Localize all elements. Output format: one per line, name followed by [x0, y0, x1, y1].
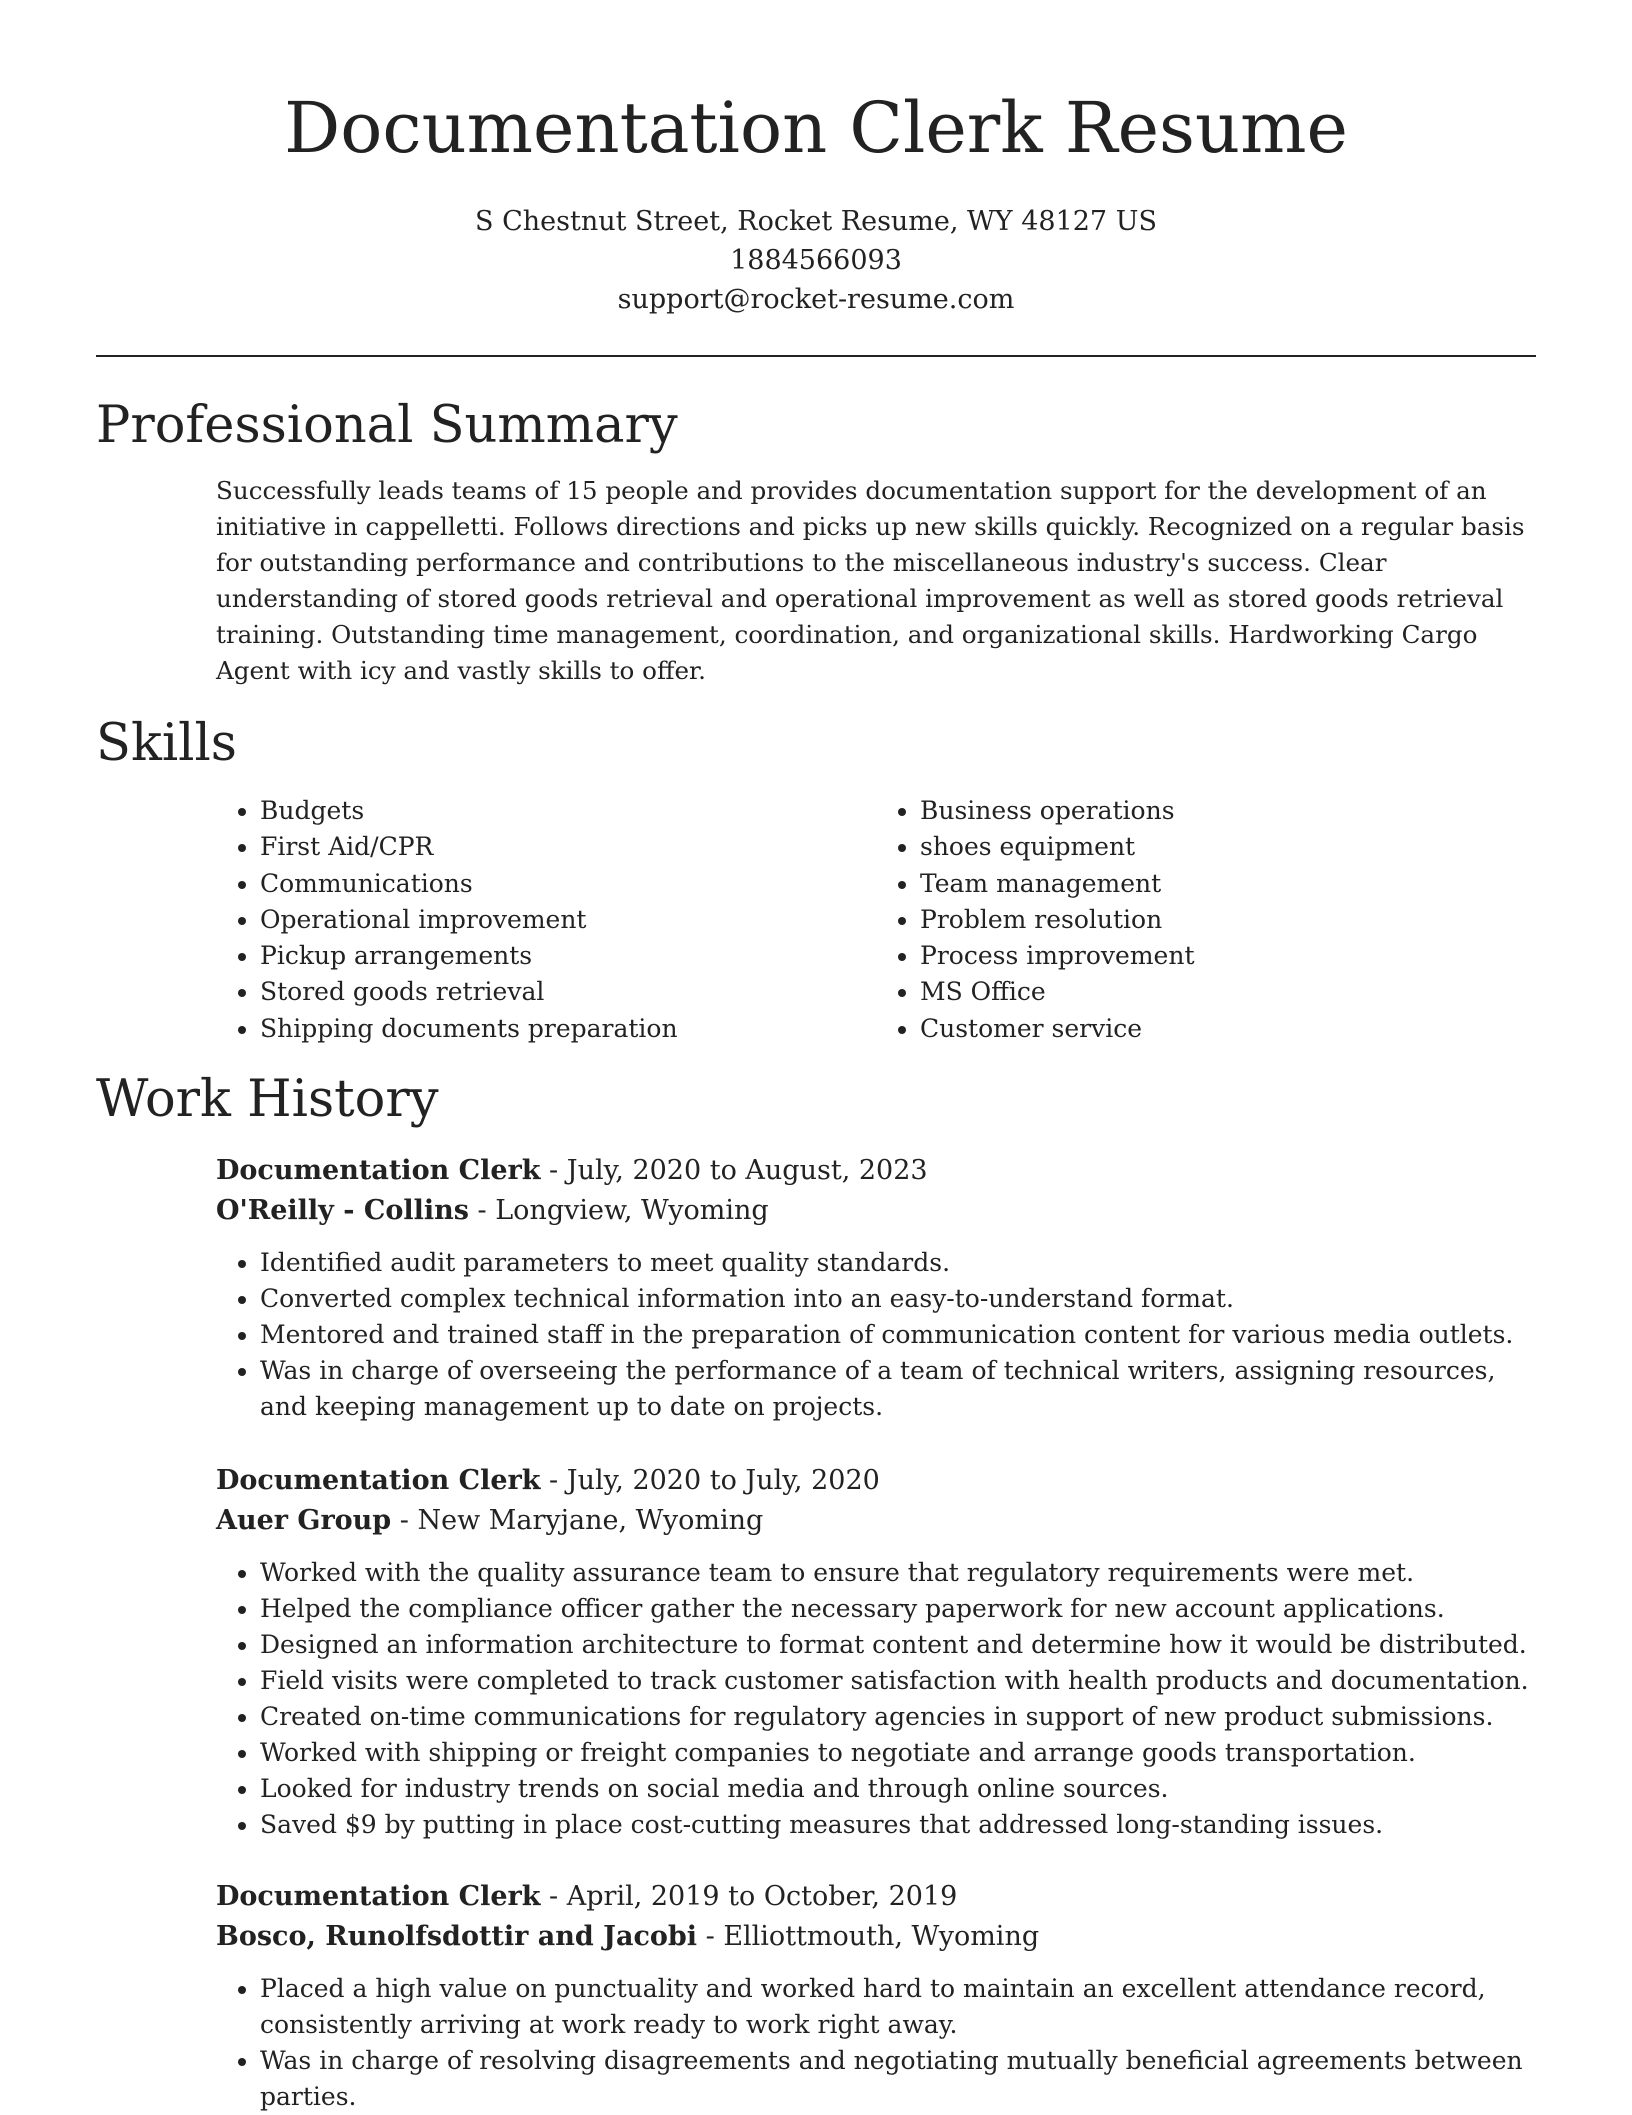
skill-item: • shoes equipment: [920, 829, 1536, 865]
skill-item: • Pickup arrangements: [260, 938, 876, 974]
skill-item: • First Aid/CPR: [260, 829, 876, 865]
job-company-line: [216, 1917, 1536, 1957]
contact-address: S Chestnut Street, Rocket Resume, WY 48127 US: [475, 206, 1157, 237]
job-dates: - July, 2020 to July, 2020: [540, 1465, 880, 1497]
job-entry: [216, 1461, 1536, 1843]
skills-heading: Skills: [96, 714, 237, 773]
job-entry: [216, 1151, 1536, 1425]
job-title-line: [216, 1461, 1536, 1501]
resume-title: Documentation Clerk Resume: [284, 87, 1348, 169]
skill-item: • Operational improvement: [260, 902, 876, 938]
skill-item: • Problem resolution: [920, 902, 1536, 938]
job-location: - Longview, Wyoming: [468, 1195, 769, 1227]
contact-block: [96, 202, 1536, 319]
professional-summary-heading: Professional Summary: [96, 396, 678, 455]
job-entry: [216, 1877, 1536, 2115]
contact-email: support@rocket-resume.com: [617, 284, 1015, 315]
work-history-section: [96, 1069, 1536, 2115]
job-bullet: • Looked for industry trends on social media and through online sources.: [260, 1771, 1536, 1807]
job-bullets: [216, 1971, 1536, 2115]
skills-column-right: [876, 793, 1536, 1047]
job-title: Documentation Clerk: [216, 1155, 541, 1187]
job-company: Auer Group: [216, 1505, 392, 1537]
job-bullet: • Saved $9 by putting in place cost-cutting measures that addressed long-standing issues.: [260, 1807, 1536, 1843]
job-bullet: • Mentored and trained staff in the preparation of communication content for various media outlets.: [260, 1317, 1536, 1353]
skills-column-left: [216, 793, 876, 1047]
skill-item: • Shipping documents preparation: [260, 1011, 876, 1047]
professional-summary-text: Successfully leads teams of 15 people and provides documentation support for the development of an initiative in cappelletti. Follows directions and picks up new skills quickly. Recognized on a regular basis for outstanding performance and contributions to the miscellaneous industry's success. Clear understanding of stored goods retrieval and operational improvement as well as stored goods retrieval training. Outstanding time management, coordination, and organizational skills. Hardworking Cargo Agent with icy and vastly skills to offer.: [216, 476, 1525, 685]
job-company-line: [216, 1191, 1536, 1231]
job-bullet: • Helped the compliance officer gather the necessary paperwork for new account applications.: [260, 1591, 1536, 1627]
job-title: Documentation Clerk: [216, 1881, 541, 1913]
job-bullet: • Designed an information architecture to format content and determine how it would be distributed.: [260, 1627, 1536, 1663]
job-location: - Elliottmouth, Wyoming: [697, 1921, 1040, 1953]
job-bullet: • Field visits were completed to track customer satisfaction with health products and documentation.: [260, 1663, 1536, 1699]
job-bullet: • Worked with the quality assurance team to ensure that regulatory requirements were met.: [260, 1555, 1536, 1591]
job-company: Bosco, Runolfsdottir and Jacobi: [216, 1921, 698, 1953]
job-bullet: • Was in charge of overseeing the performance of a team of technical writers, assigning resources, and keeping management up to date on projects.: [260, 1353, 1536, 1425]
job-bullet: • Converted complex technical information into an easy-to-understand format.: [260, 1281, 1536, 1317]
contact-phone: 1884566093: [730, 245, 902, 276]
header-divider: [96, 355, 1536, 357]
job-bullet: • Created on-time communications for regulatory agencies in support of new product submissions.: [260, 1699, 1536, 1735]
skill-item: • Team management: [920, 866, 1536, 902]
job-bullets: [216, 1555, 1536, 1843]
skills-grid: [216, 793, 1536, 1047]
professional-summary-section: [96, 395, 1536, 689]
skill-item: • Budgets: [260, 793, 876, 829]
job-company: O'Reilly - Collins: [216, 1195, 469, 1227]
skill-item: • Communications: [260, 866, 876, 902]
job-bullet: • Was in charge of resolving disagreements and negotiating mutually beneficial agreements between parties.: [260, 2043, 1536, 2115]
skill-item: • Process improvement: [920, 938, 1536, 974]
job-dates: - July, 2020 to August, 2023: [540, 1155, 928, 1187]
job-company-line: [216, 1501, 1536, 1541]
job-title: Documentation Clerk: [216, 1465, 541, 1497]
work-history-heading: Work History: [96, 1070, 439, 1130]
job-location: - New Maryjane, Wyoming: [391, 1505, 764, 1537]
job-dates: - April, 2019 to October, 2019: [540, 1881, 958, 1913]
skills-section: [96, 713, 1536, 1047]
skill-item: • Stored goods retrieval: [260, 974, 876, 1010]
skill-item: • Business operations: [920, 793, 1536, 829]
skill-item: • Customer service: [920, 1011, 1536, 1047]
job-title-line: [216, 1151, 1536, 1191]
job-bullet: • Worked with shipping or freight companies to negotiate and arrange goods transportation.: [260, 1735, 1536, 1771]
job-bullet: • Identified audit parameters to meet quality standards.: [260, 1245, 1536, 1281]
skill-item: • MS Office: [920, 974, 1536, 1010]
job-bullet: • Placed a high value on punctuality and worked hard to maintain an excellent attendance record, consistently arriving at work ready to work right away.: [260, 1971, 1536, 2043]
job-title-line: [216, 1877, 1536, 1917]
job-bullets: [216, 1245, 1536, 1425]
